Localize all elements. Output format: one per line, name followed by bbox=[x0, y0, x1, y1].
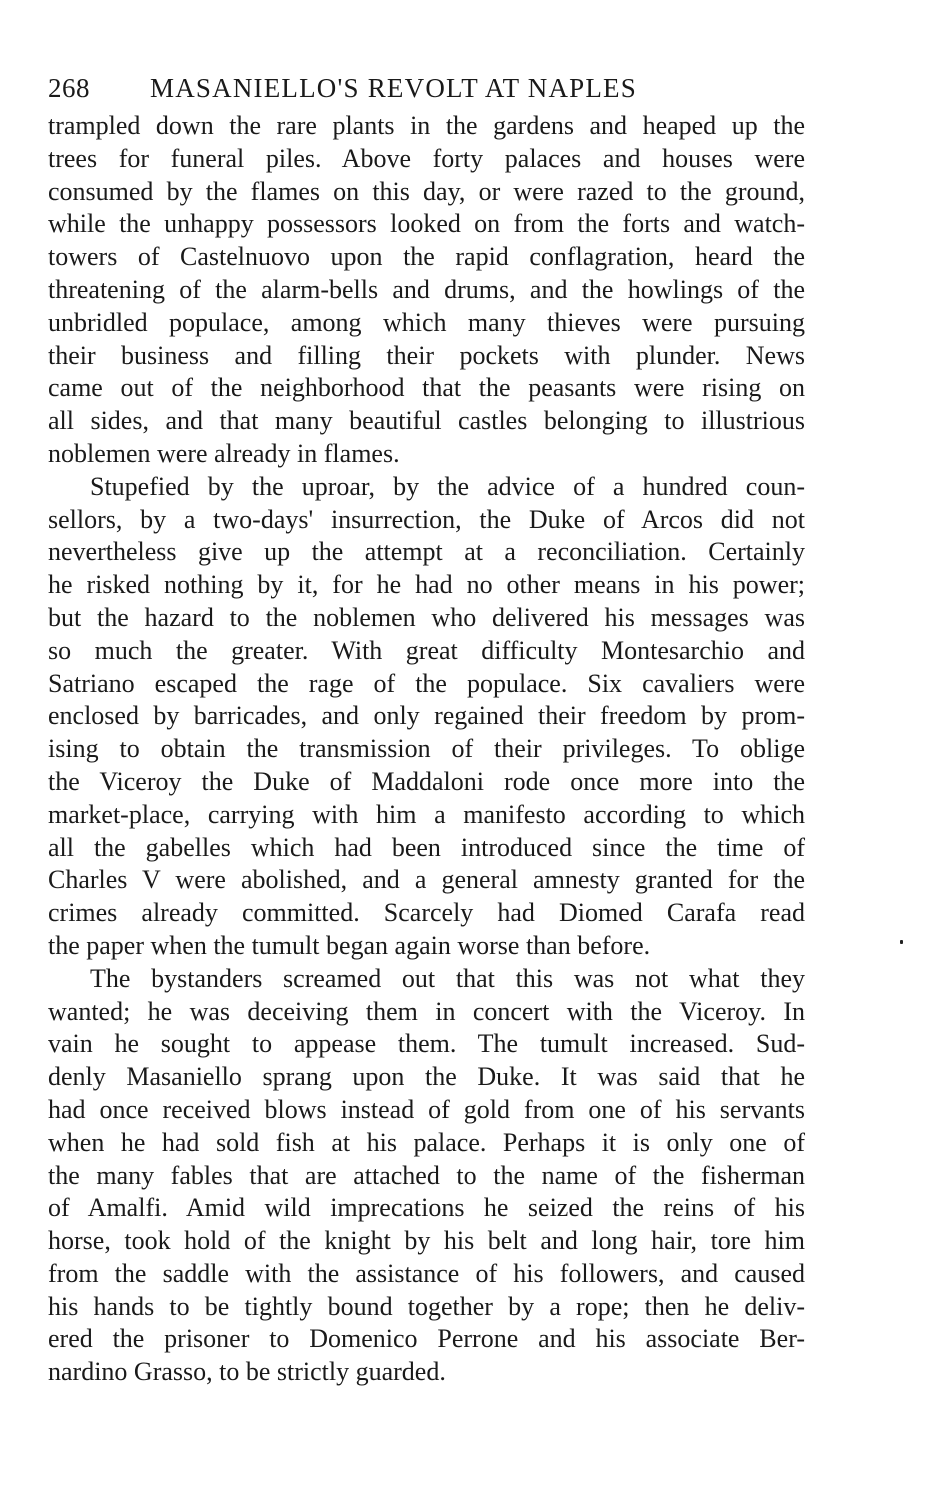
text-line: The bystanders screamed out that this was not what they bbox=[90, 963, 805, 993]
ink-speck bbox=[900, 940, 903, 944]
text-line: noblemen were already in flames. bbox=[48, 438, 400, 468]
paragraph-1 bbox=[48, 110, 805, 471]
text-line: from the saddle with the assistance of his followers, and caused bbox=[48, 1258, 805, 1288]
text-line: market-place, carrying with him a manifesto according to which bbox=[48, 799, 805, 829]
page-number: 268 bbox=[48, 73, 90, 103]
text-line: vain he sought to appease them. The tumult increased. Sud- bbox=[48, 1029, 805, 1059]
text-line: sellors, by a two-days' insurrection, the Duke of Arcos did not bbox=[48, 504, 805, 534]
text-line: but the hazard to the noblemen who delivered his messages was bbox=[48, 602, 805, 632]
text-line: Charles V were abolished, and a general amnesty granted for the bbox=[48, 865, 805, 895]
text-line: came out of the neighborhood that the peasants were rising on bbox=[48, 373, 805, 403]
running-title: MASANIELLO'S REVOLT AT NAPLES bbox=[150, 73, 637, 103]
text-line: trampled down the rare plants in the gardens and heaped up the bbox=[48, 111, 805, 140]
text-line: he risked nothing by it, for he had no other means in his power; bbox=[48, 570, 805, 600]
text-line: the many fables that are attached to the name of the fisherman bbox=[48, 1160, 805, 1190]
text-line: consumed by the flames on this day, or were razed to the ground, bbox=[48, 176, 805, 206]
paragraph-2 bbox=[48, 471, 805, 963]
text-line: when he had sold fish at his palace. Perhaps it is only one of bbox=[48, 1127, 805, 1157]
text-line: so much the greater. With great difficulty Montesarchio and bbox=[48, 635, 805, 665]
text-line: all the gabelles which had been introduced since the time of bbox=[48, 832, 805, 862]
text-line: Stupefied by the uproar, by the advice of a hundred coun- bbox=[90, 471, 805, 501]
paragraph-3 bbox=[48, 963, 805, 1389]
text-line: horse, took hold of the knight by his belt and long hair, tore him bbox=[48, 1226, 805, 1256]
text-line: unbridled populace, among which many thieves were pursuing bbox=[48, 307, 805, 337]
text-line: wanted; he was deceiving them in concert with the Viceroy. In bbox=[48, 996, 805, 1026]
text-line: the paper when the tumult began again worse than before. bbox=[48, 930, 651, 960]
text-line: nevertheless give up the attempt at a reconciliation. Certainly bbox=[48, 537, 805, 567]
running-head bbox=[48, 68, 805, 108]
text-line: had once received blows instead of gold from one of his servants bbox=[48, 1094, 805, 1124]
text-line: the Viceroy the Duke of Maddaloni rode once more into the bbox=[48, 766, 805, 796]
text-line: their business and filling their pockets with plunder. News bbox=[48, 340, 805, 370]
text-line: trees for funeral piles. Above forty palaces and houses were bbox=[48, 143, 805, 173]
text-line: towers of Castelnuovo upon the rapid conflagration, heard the bbox=[48, 242, 805, 272]
text-line: all sides, and that many beautiful castles belonging to illustrious bbox=[48, 406, 805, 436]
text-line: ising to obtain the transmission of their privileges. To oblige bbox=[48, 734, 805, 764]
text-line: denly Masaniello sprang upon the Duke. It was said that he bbox=[48, 1062, 805, 1092]
body-text bbox=[48, 110, 805, 1389]
text-line: while the unhappy possessors looked on from the forts and watch- bbox=[48, 209, 805, 239]
book-page bbox=[48, 68, 805, 1389]
text-line: his hands to be tightly bound together by a rope; then he deliv- bbox=[48, 1291, 805, 1321]
text-line: of Amalfi. Amid wild imprecations he seized the reins of his bbox=[48, 1193, 805, 1223]
text-line: nardino Grasso, to be strictly guarded. bbox=[48, 1357, 446, 1387]
text-line: Satriano escaped the rage of the populace. Six cavaliers were bbox=[48, 668, 805, 698]
text-line: ered the prisoner to Domenico Perrone and his associate Ber- bbox=[48, 1324, 805, 1354]
text-line: threatening of the alarm-bells and drums, and the howlings of the bbox=[48, 274, 805, 304]
text-line: crimes already committed. Scarcely had Diomed Carafa read bbox=[48, 898, 805, 928]
text-line: enclosed by barricades, and only regained their freedom by prom- bbox=[48, 701, 805, 731]
